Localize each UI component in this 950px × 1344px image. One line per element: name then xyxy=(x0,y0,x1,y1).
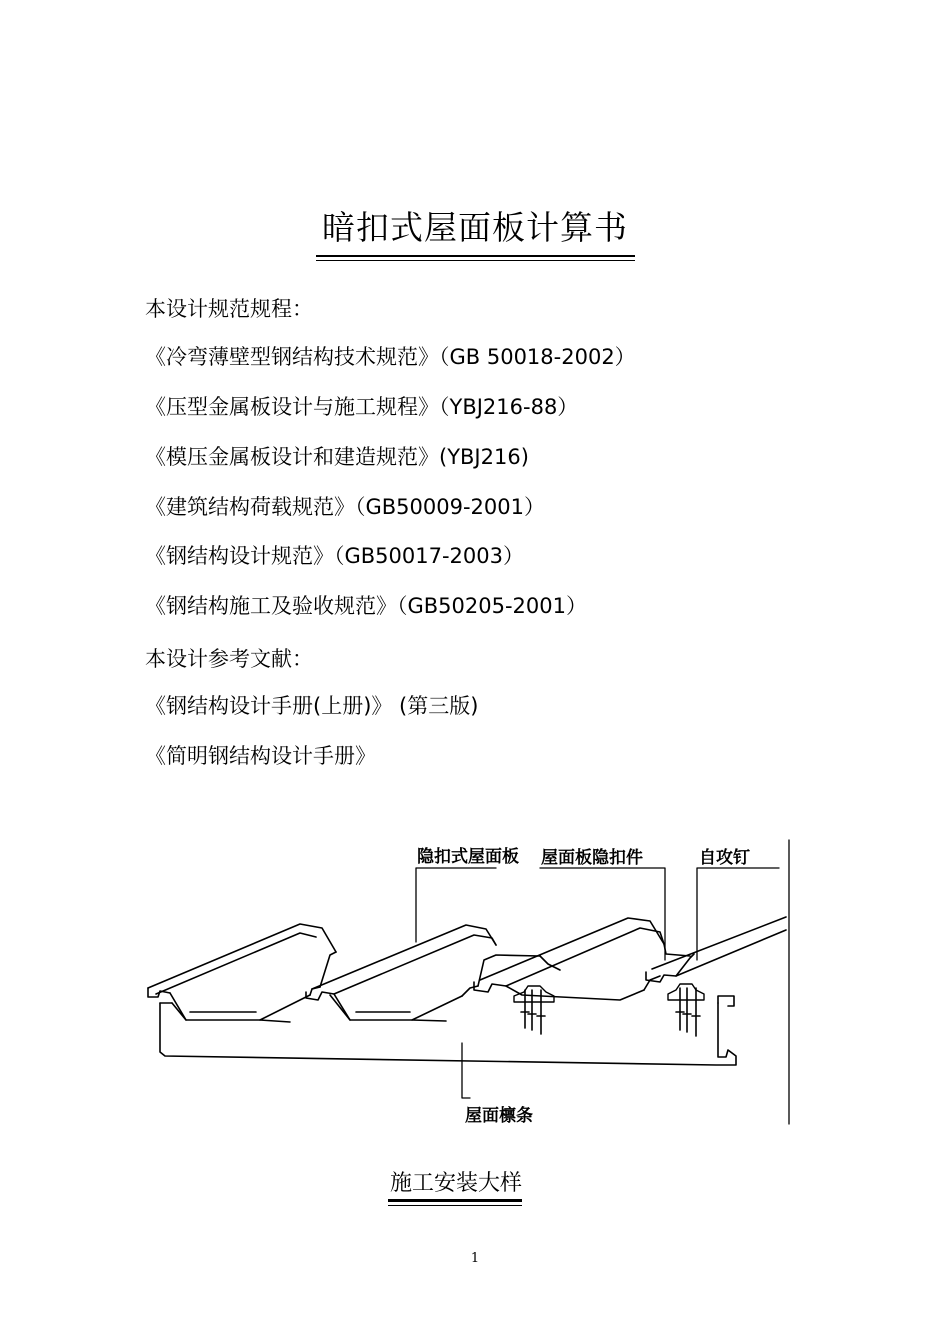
document-title: 暗扣式屋面板计算书 xyxy=(322,208,628,247)
page-number: 1 xyxy=(470,1251,480,1266)
ref-item: 《简明钢结构设计手册》 xyxy=(145,744,376,768)
label-roof-panel: 隐扣式屋面板 xyxy=(417,847,519,867)
refs-heading: 本设计参考文献： xyxy=(145,647,313,671)
purlin-shape xyxy=(160,996,736,1065)
label-screw: 自攻钉 xyxy=(699,848,750,868)
code-item: 《模压金属板设计和建造规范》(YBJ216) xyxy=(145,445,529,469)
figure-caption: 施工安装大样 xyxy=(390,1171,523,1196)
screw-shapes xyxy=(521,988,700,1036)
roof-panel-shape xyxy=(148,924,336,1022)
code-item: 《建筑结构荷载规范》（GB50009-2001） xyxy=(145,495,546,519)
roof-panel-shape xyxy=(306,925,540,1021)
caption-underline-thin xyxy=(388,1205,522,1206)
ref-item: 《钢结构设计手册(上册)》 (第三版) xyxy=(145,694,479,718)
roof-panel-shape xyxy=(474,918,690,1000)
codes-heading: 本设计规范规程： xyxy=(145,297,313,321)
code-item: 《钢结构设计规范》（GB50017-2003） xyxy=(145,544,525,568)
code-item: 《压型金属板设计与施工规程》（YBJ216-88） xyxy=(145,395,579,419)
roof-panel-shape xyxy=(646,917,786,982)
code-item: 《冷弯薄壁型钢结构技术规范》（GB 50018-2002） xyxy=(145,345,636,369)
code-item: 《钢结构施工及验收规范》（GB50205-2001） xyxy=(145,594,588,618)
label-hidden-clip: 屋面板隐扣件 xyxy=(541,848,643,868)
label-purlin: 屋面檩条 xyxy=(465,1106,533,1126)
caption-underline xyxy=(388,1199,522,1202)
